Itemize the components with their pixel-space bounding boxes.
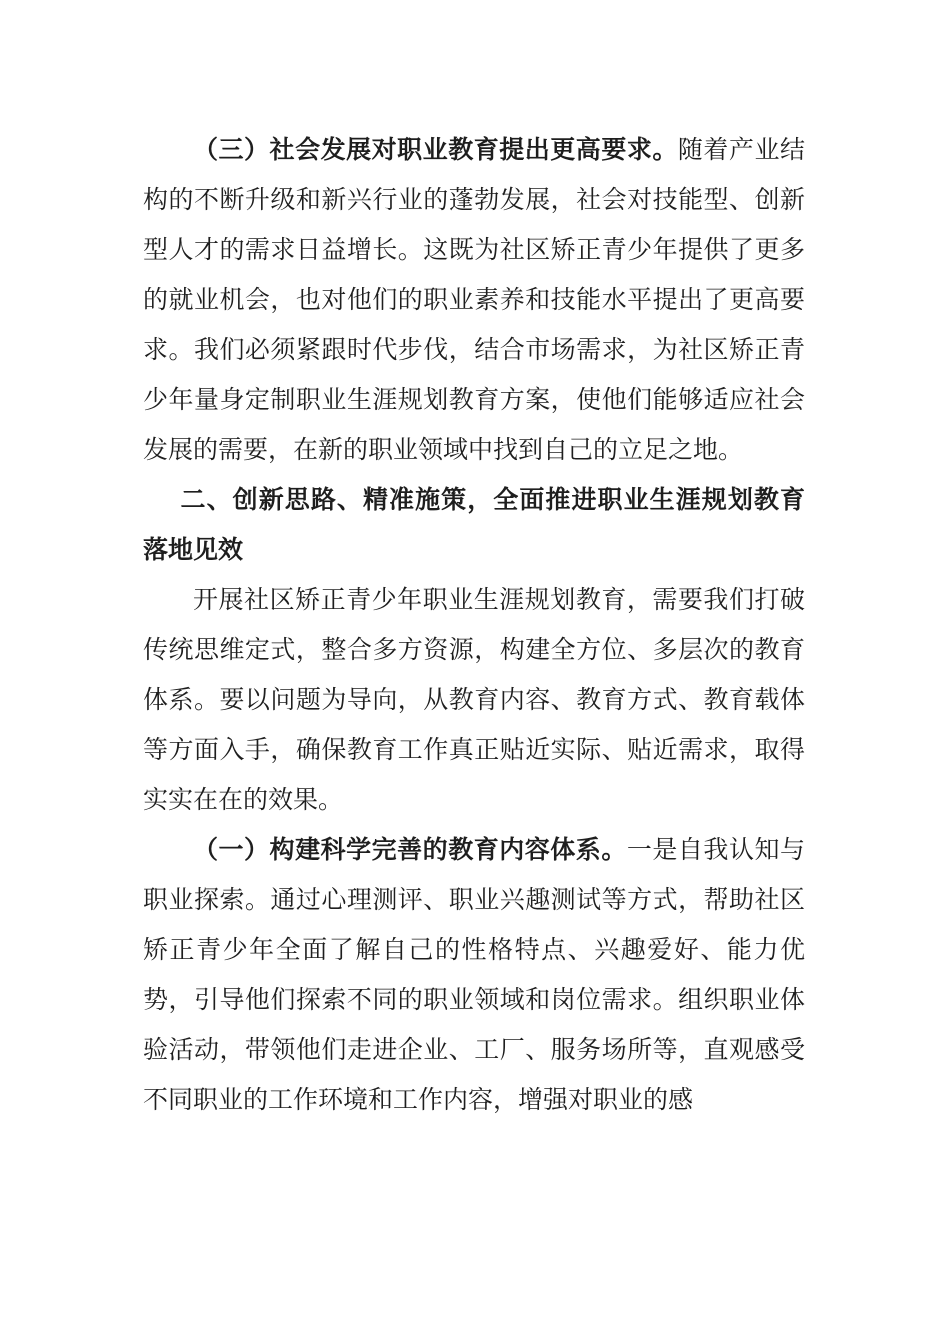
document-body xyxy=(143,125,805,1125)
paragraph-section-3 xyxy=(143,125,805,475)
section-heading-2: 二、创新思路、精准施策，全面推进职业生涯规划教育落地见效 xyxy=(143,485,805,564)
section-3-lead: （三）社会发展对职业教育提出更高要求。 xyxy=(193,135,678,164)
section-3-body: 随着产业结构的不断升级和新兴行业的蓬勃发展，社会对技能型、创新型人才的需求日益增长。这既为社区矫正青少年提供了更多的就业机会，也对他们的职业素养和技能水平提出了更高要求。我们必须紧跟时代步伐，结合市场需求，为社区矫正青少年量身定制职业生涯规划教育方案，使他们能够适应社会发展的需要，在新的职业领域中找到自己的立足之地。 xyxy=(143,135,805,464)
paragraph-intro: 开展社区矫正青少年职业生涯规划教育，需要我们打破传统思维定式，整合多方资源，构建全方位、多层次的教育体系。要以问题为导向，从教育内容、教育方式、教育载体等方面入手，确保教育工作真正贴近实际、贴近需求，取得实实在在的效果。 xyxy=(143,585,805,814)
section-1-lead: （一）构建科学完善的教育内容体系。 xyxy=(193,835,627,864)
paragraph-section-1 xyxy=(143,825,805,1125)
section-1-body: 一是自我认知与职业探索。通过心理测评、职业兴趣测试等方式，帮助社区矫正青少年全面了解自己的性格特点、兴趣爱好、能力优势，引导他们探索不同的职业领域和岗位需求。组织职业体验活动，带领他们走进企业、工厂、服务场所等，直观感受不同职业的工作环境和工作内容，增强对职业的感 xyxy=(143,835,805,1114)
